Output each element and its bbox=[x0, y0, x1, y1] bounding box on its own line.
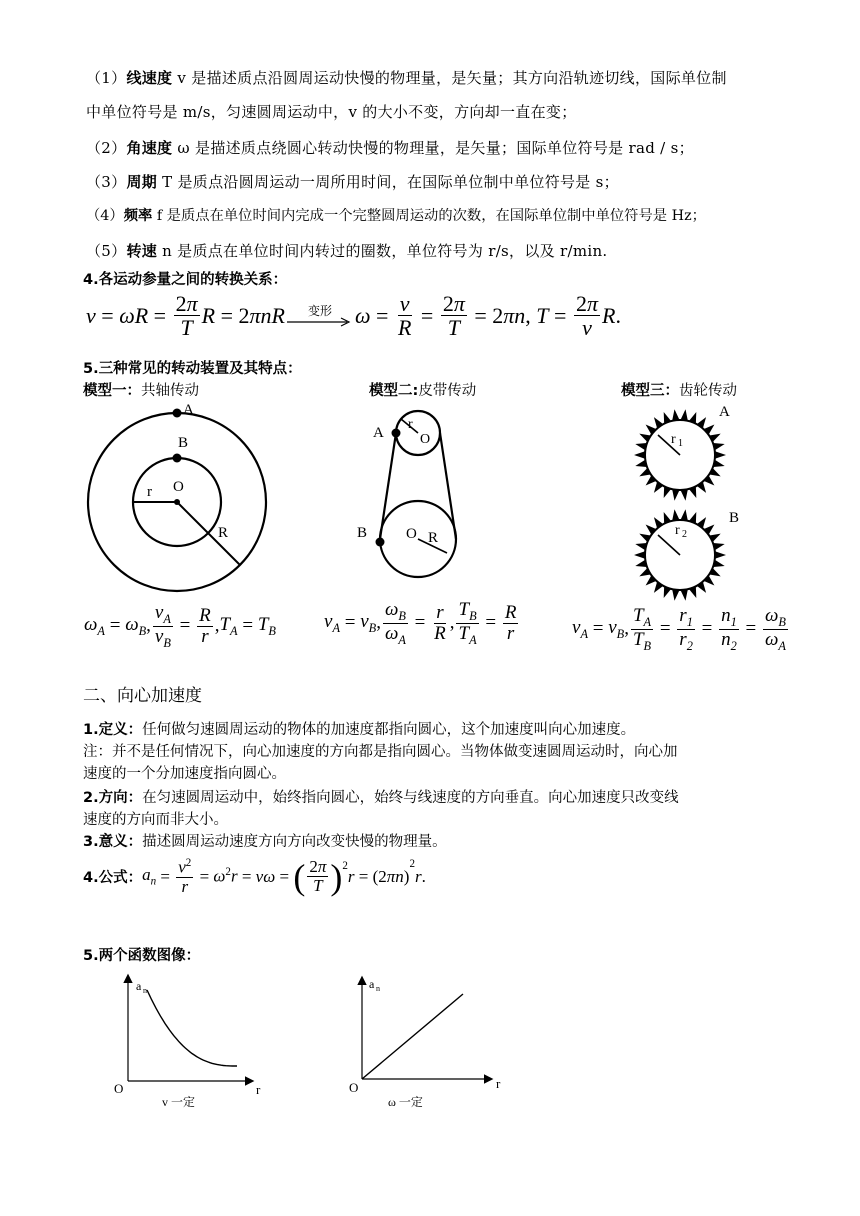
graph-linear bbox=[349, 977, 501, 1109]
def-5: （5）转速 n 是质点在单位时间内转过的圈数，单位符号为 r/s，以及 r/min. bbox=[86, 242, 608, 260]
formula-model-2: $v_A$ = $v_B$ , $\frac{\omega_B}{\omega_A}$ = $\frac{r}{R}$ , $\frac{T_B}{T_A}$ = $\frac{R}{r}$ bbox=[324, 599, 517, 647]
item-note-2: 速度的一个分加速度指向圆心。 bbox=[83, 766, 286, 782]
svg-text:O: O bbox=[173, 479, 184, 495]
svg-text:B: B bbox=[729, 510, 740, 526]
arrow-label: 变形 bbox=[307, 303, 332, 318]
function-graphs bbox=[0, 970, 860, 1120]
svg-text:a: a bbox=[369, 977, 375, 991]
def-1-line-1: （1）线速度 v 是描述质点沿圆周运动快慢的物理量，是矢量；其方向沿轨迹切线，国际单位制 bbox=[86, 69, 727, 87]
svg-text:r: r bbox=[671, 432, 676, 447]
svg-text:r: r bbox=[675, 523, 680, 538]
svg-text:2: 2 bbox=[682, 529, 687, 540]
conversion-formula: v = ωR = $\frac{2\pi}{T}$ R = 2 πnR 变形 ω = $\frac{v}{R}$ = $\frac{2\pi}{T}$ = 2 πn , T = $\frac{2\pi}{v}$ R . bbox=[86, 291, 621, 341]
svg-text:O: O bbox=[406, 526, 417, 542]
section-2-title: 二、向心加速度 bbox=[83, 686, 202, 706]
item-definition: 1.定义：任何做匀速圆周运动的物体的加速度都指向圆心，这个加速度叫向心加速度。 bbox=[83, 722, 636, 738]
svg-text:r: r bbox=[496, 1076, 501, 1091]
svg-text:r: r bbox=[408, 417, 413, 432]
point-a bbox=[173, 409, 182, 418]
right-arrow-icon bbox=[287, 317, 353, 327]
formula-model-1: $\omega_A$ = $\omega_B$ , $\frac{v_A}{v_B}$ = $\frac{R}{r}$ , $T_A$ = $T_B$ bbox=[84, 602, 276, 650]
model-2-title: 模型二:皮带传动 bbox=[369, 383, 477, 399]
model-3-title: 模型三：齿轮传动 bbox=[621, 383, 737, 399]
belt-diagram bbox=[357, 411, 456, 577]
formula-model-3: $v_A$ = $v_B$ , $\frac{T_A}{T_B}$ = $\frac{r_1}{r_2}$ = $\frac{n_1}{n_2}$ = $\frac{\omega_B}{\omega_A}$ bbox=[572, 605, 786, 653]
def-4: （4）频率 f 是质点在单位时间内完成一个完整圆周运动的次数，在国际单位制中单位符号是 Hz； bbox=[86, 208, 706, 224]
coaxial-diagram bbox=[88, 402, 266, 591]
item-meaning: 3.意义：描述圆周运动速度方向方向改变快慢的物理量。 bbox=[83, 834, 447, 850]
gear-diagram bbox=[634, 404, 739, 601]
svg-text:ω 一定: ω 一定 bbox=[388, 1095, 423, 1109]
graphs-heading: 5.两个函数图像： bbox=[83, 948, 201, 964]
svg-text:A: A bbox=[183, 402, 194, 418]
svg-text:R: R bbox=[428, 530, 439, 546]
point-b bbox=[173, 454, 182, 463]
item-direction: 2.方向：在匀速圆周运动中，始终指向圆心，始终与线速度的方向垂直。向心加速度只改变线 bbox=[83, 790, 679, 806]
svg-text:a: a bbox=[136, 979, 142, 993]
def-3: （3）周期 T 是质点沿圆周运动一周所用时间，在国际单位制中单位符号是 s； bbox=[86, 173, 619, 191]
svg-text:v 一定: v 一定 bbox=[162, 1095, 196, 1109]
svg-text:r: r bbox=[256, 1082, 261, 1097]
def-1-line-2: 中单位符号是 m/s，匀速圆周运动中，v 的大小不变，方向却一直在变； bbox=[86, 103, 577, 121]
svg-text:B: B bbox=[178, 435, 189, 451]
acceleration-formula: 4.公式： $a_n$ = $\frac{v^2}{r}$ = $\omega^2r$ = vω = ( $\frac{2\pi}{T}$ ) $^2$ r = (2 πn ) $^2$ r . bbox=[83, 856, 426, 897]
item-note-1: 注：并不是任何情况下，向心加速度的方向都是指向圆心。当物体做变速圆周运动时，向心加 bbox=[83, 744, 678, 760]
svg-text:O: O bbox=[114, 1081, 124, 1096]
def-2: （2）角速度 ω 是描述质点绕圆心转动快慢的物理量，是矢量；国际单位符号是 rad / s； bbox=[86, 139, 694, 157]
svg-text:A: A bbox=[373, 425, 384, 441]
svg-text:A: A bbox=[719, 404, 730, 420]
svg-text:O: O bbox=[349, 1080, 359, 1095]
svg-text:O: O bbox=[420, 432, 431, 447]
svg-text:n: n bbox=[143, 986, 147, 995]
svg-text:1: 1 bbox=[678, 438, 683, 449]
item-direction-cont: 速度的方向而非大小。 bbox=[83, 812, 228, 828]
heading-conversion: 4.各运动参量之间的转换关系： bbox=[83, 272, 288, 288]
model-1-title: 模型一：共轴传动 bbox=[83, 383, 199, 399]
transmission-diagrams bbox=[0, 395, 860, 610]
svg-text:R: R bbox=[218, 525, 229, 541]
graph-hyperbola bbox=[114, 976, 261, 1109]
svg-text:B: B bbox=[357, 525, 368, 541]
svg-text:r: r bbox=[147, 484, 152, 500]
heading-devices: 5.三种常见的转动装置及其特点： bbox=[83, 361, 302, 377]
svg-text:n: n bbox=[376, 984, 380, 993]
